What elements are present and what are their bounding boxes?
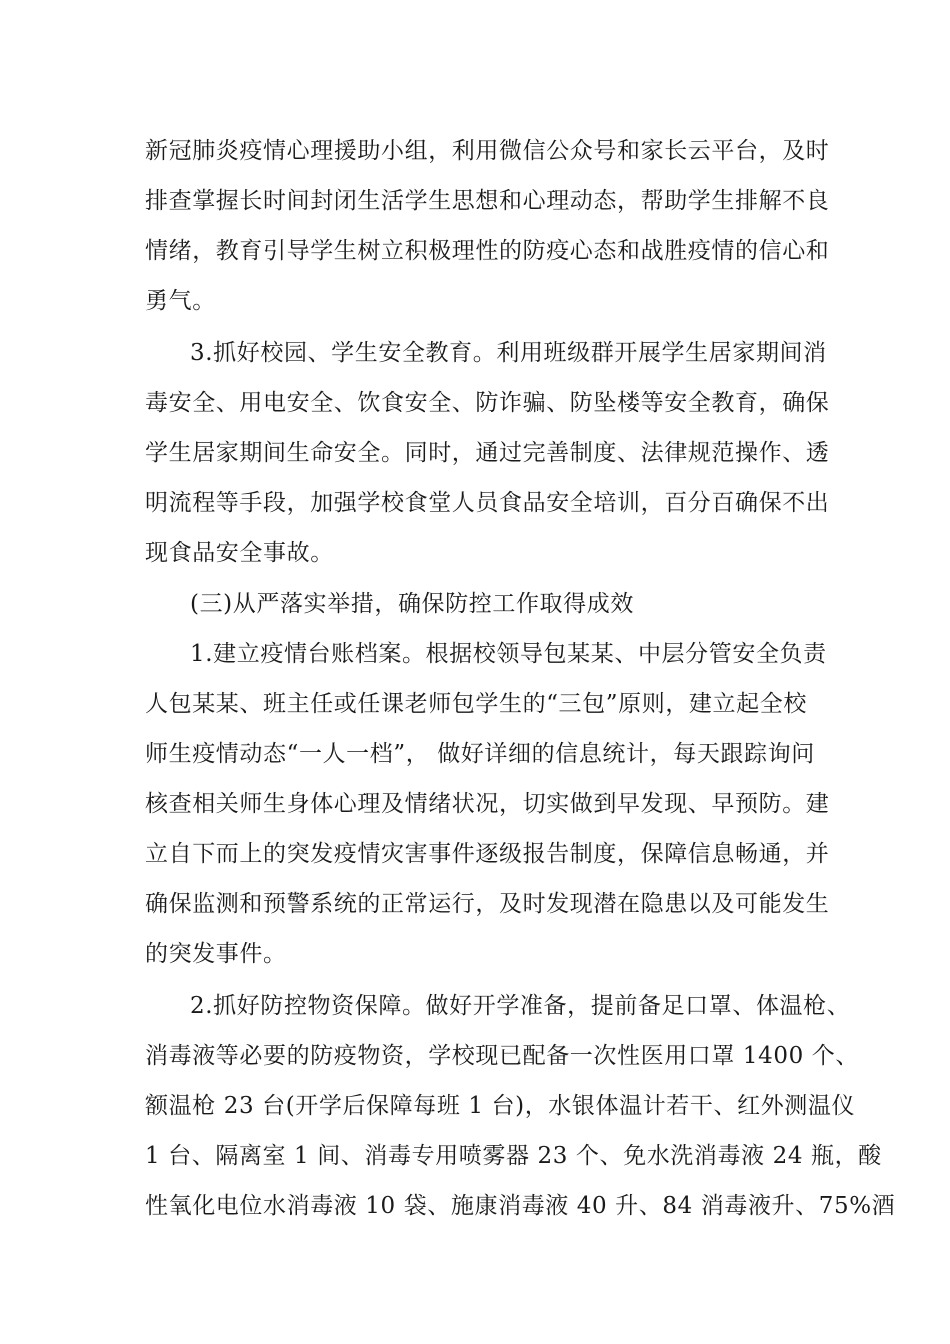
paragraph-line: 核查相关师生身体心理及情绪状况，切实做到早发现、早预防。建 — [145, 791, 830, 817]
paragraph-line: 性氧化电位水消毒液 10 袋、施康消毒液 40 升、84 消毒液升、75%酒 — [145, 1193, 896, 1219]
paragraph-line: 消毒液等必要的防疫物资，学校现已配备一次性医用口罩 1400 个、 — [145, 1043, 859, 1069]
paragraph-line: 立自下而上的突发疫情灾害事件逐级报告制度，保障信息畅通，并 — [145, 841, 830, 867]
paragraph-line: 师生疫情动态“一人一档”， 做好详细的信息统计，每天跟踪询问 — [145, 741, 815, 767]
paragraph-line: 现食品安全事故。 — [145, 540, 334, 566]
paragraph-line: 情绪，教育引导学生树立积极理性的防疫心态和战胜疫情的信心和 — [145, 238, 830, 264]
section-heading: (三)从严落实举措，确保防控工作取得成效 — [190, 591, 634, 617]
paragraph-line: 3.抓好校园、学生安全教育。利用班级群开展学生居家期间消 — [190, 340, 827, 366]
paragraph-line: 确保监测和预警系统的正常运行，及时发现潜在隐患以及可能发生 — [145, 891, 830, 917]
paragraph-line: 1 台、隔离室 1 间、消毒专用喷雾器 23 个、免水洗消毒液 24 瓶，酸 — [145, 1143, 882, 1169]
paragraph-line: 1.建立疫情台账档案。根据校领导包某某、中层分管安全负责 — [190, 641, 827, 667]
paragraph-line: 2.抓好防控物资保障。做好开学准备，提前备足口罩、体温枪、 — [190, 993, 851, 1019]
paragraph-line: 人包某某、班主任或任课老师包学生的“三包”原则，建立起全校 — [145, 691, 807, 717]
paragraph-line: 学生居家期间生命安全。同时，通过完善制度、法律规范操作、透 — [145, 440, 830, 466]
paragraph-line: 的突发事件。 — [145, 941, 287, 967]
paragraph-line: 勇气。 — [145, 288, 216, 314]
paragraph-line: 新冠肺炎疫情心理援助小组，利用微信公众号和家长云平台，及时 — [145, 138, 830, 164]
paragraph-line: 毒安全、用电安全、饮食安全、防诈骗、防坠楼等安全教育，确保 — [145, 390, 830, 416]
paragraph-line: 排查掌握长时间封闭生活学生思想和心理动态，帮助学生排解不良 — [145, 188, 830, 214]
paragraph-line: 额温枪 23 台(开学后保障每班 1 台)，水银体温计若干、红外测温仪 — [145, 1093, 856, 1119]
paragraph-line: 明流程等手段，加强学校食堂人员食品安全培训，百分百确保不出 — [145, 490, 830, 516]
